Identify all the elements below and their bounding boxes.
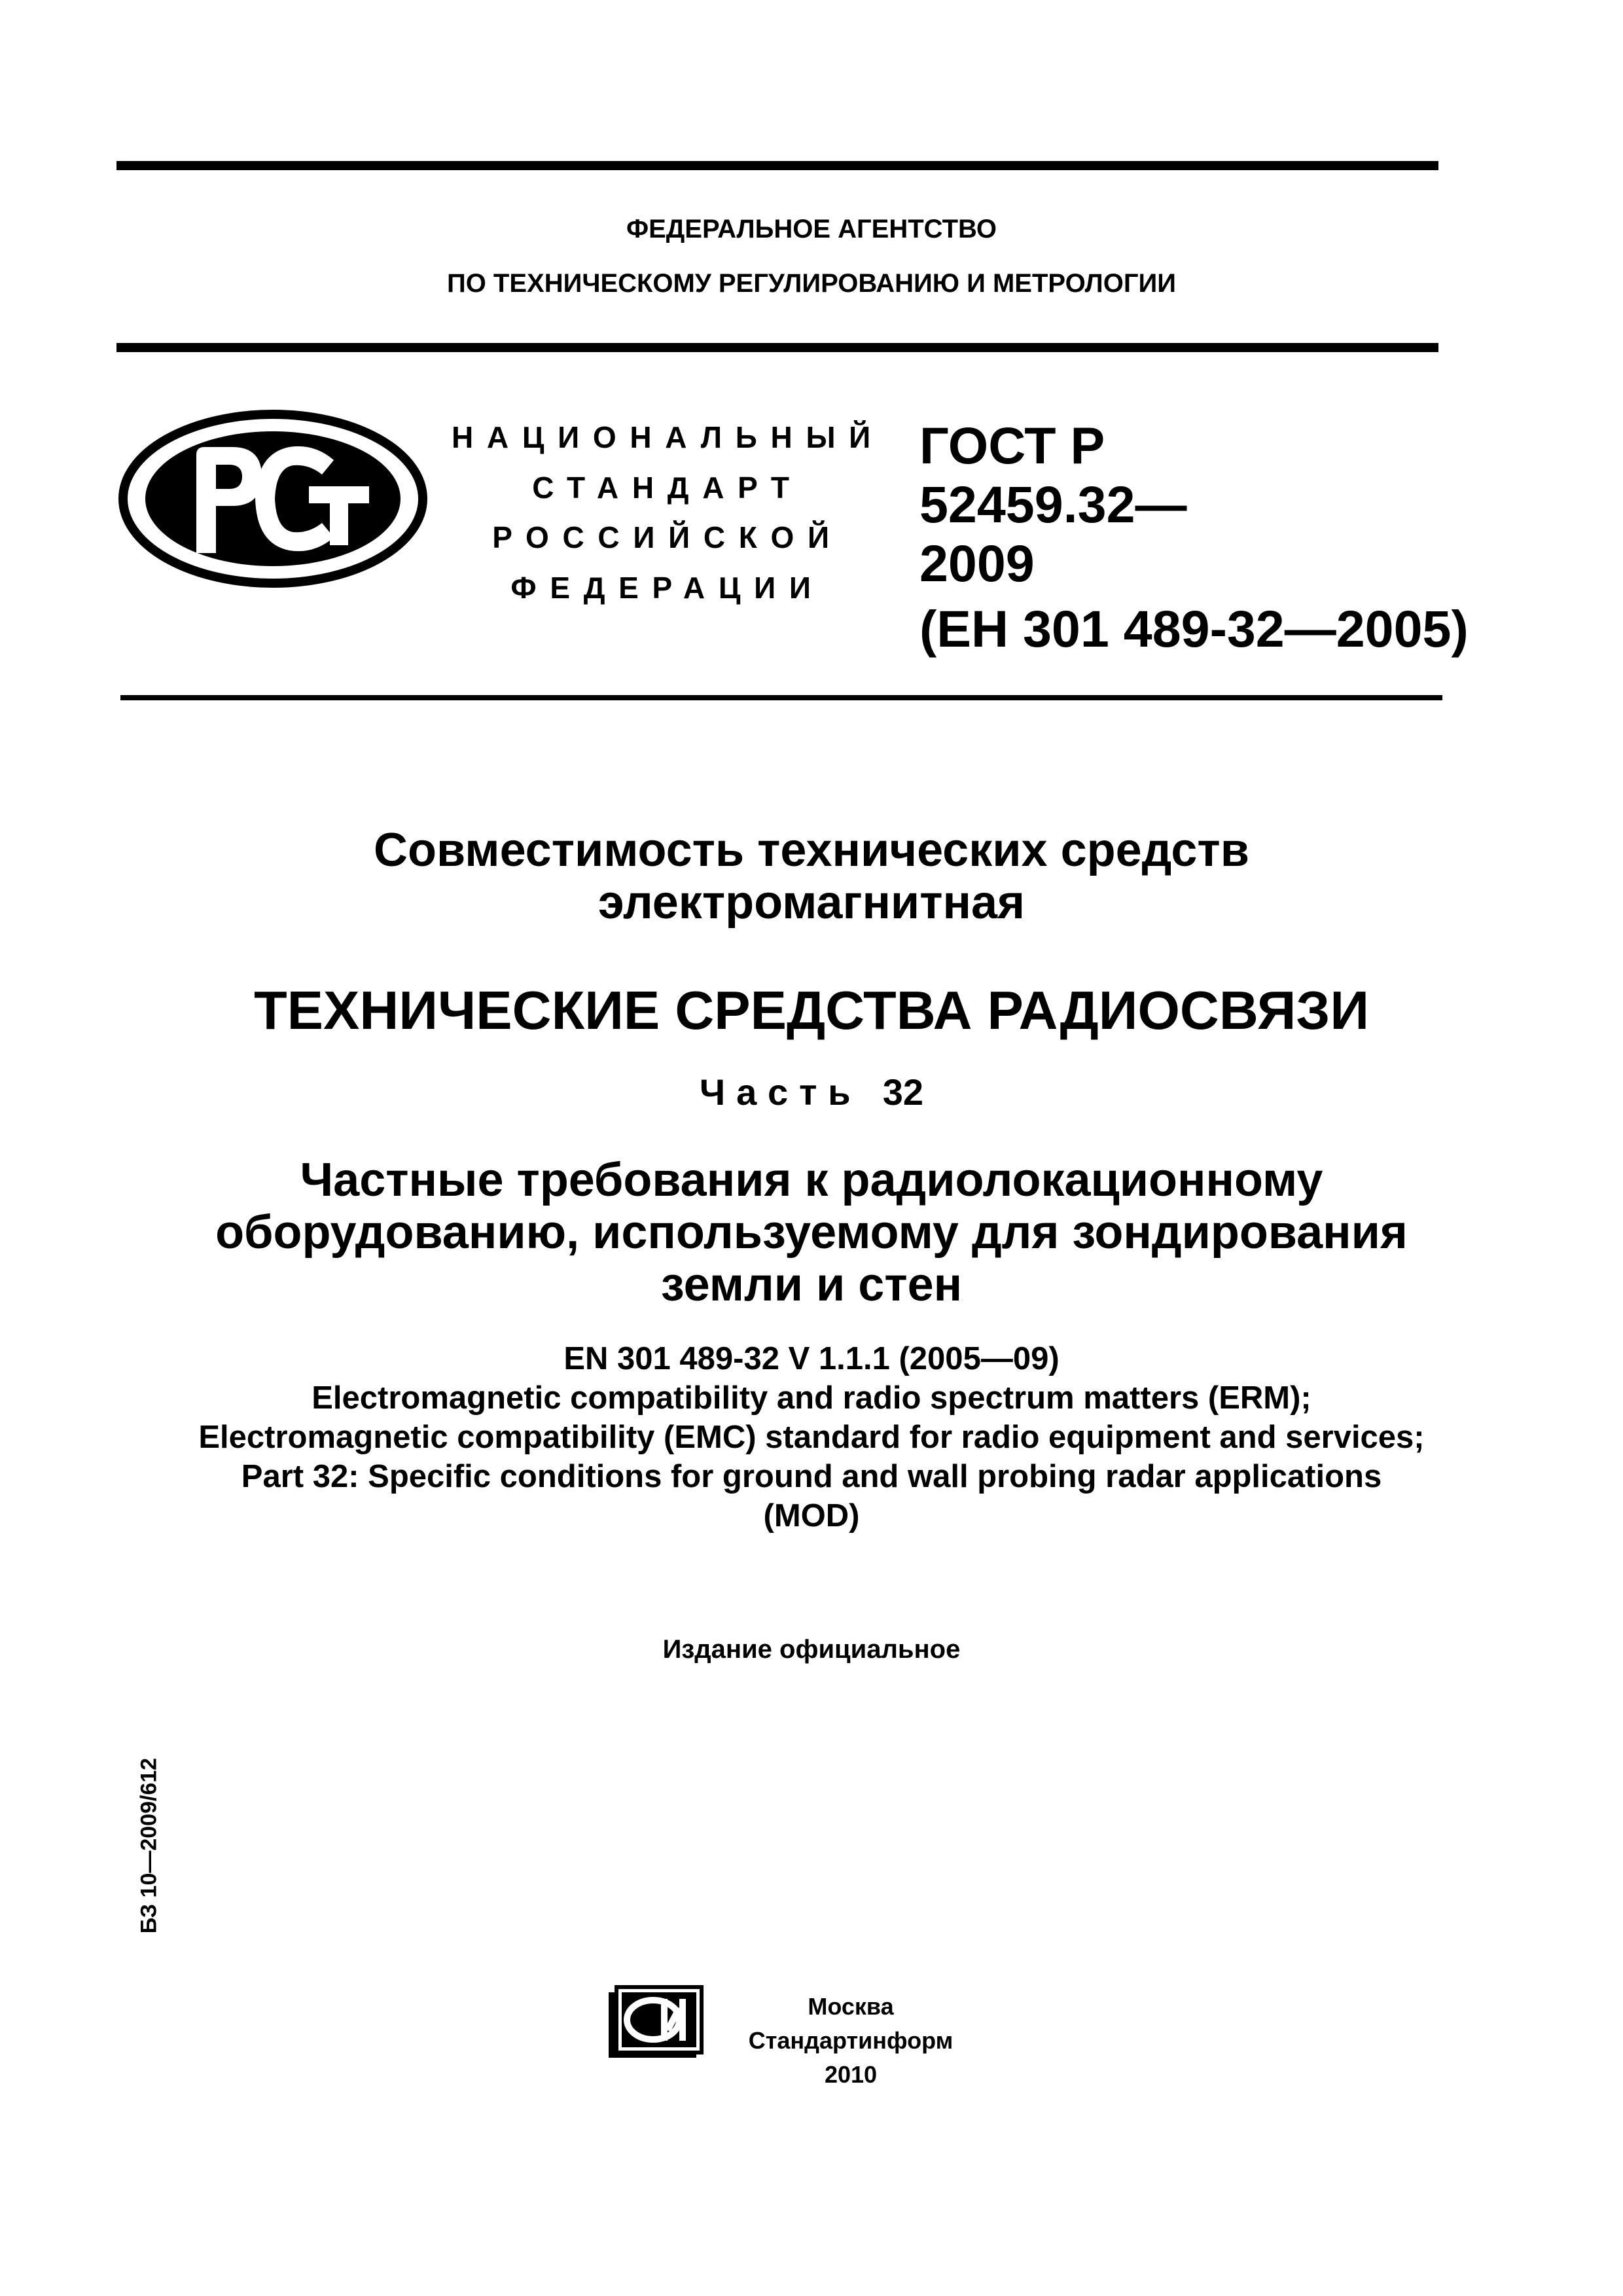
part-number: 32 <box>882 1071 924 1113</box>
national-standard-line-1: НАЦИОНАЛЬНЫЙ <box>452 420 884 454</box>
designation-line-3: 2009 <box>919 534 1035 592</box>
national-standard-line-4: ФЕДЕРАЦИИ <box>510 571 825 605</box>
national-standard-line-2: СТАНДАРТ <box>532 471 803 505</box>
part-heading <box>0 1071 1623 1113</box>
designation-line-4: (ЕН 301 489-32—2005) <box>919 600 1469 658</box>
publisher-city: Москва <box>808 1993 894 2020</box>
en-title-line-3: Part 32: Specific conditions for ground and wall probing radar applications <box>241 1459 1382 1494</box>
en-title-line-2: Electromagnetic compatibility (EMC) standard for radio equipment and services; <box>198 1420 1425 1455</box>
gost-r-mark-icon <box>118 409 428 589</box>
publisher-year: 2010 <box>824 2061 878 2088</box>
top-rule <box>116 161 1438 170</box>
header-rule <box>116 343 1438 352</box>
main-title: ТЕХНИЧЕСКИЕ СРЕДСТВА РАДИОСВЯЗИ <box>253 980 1370 1041</box>
part-label: Часть <box>699 1071 862 1113</box>
title-line-1: Совместимость технических средств <box>374 824 1249 876</box>
publisher-block <box>733 1990 969 2092</box>
en-title-line-4: (MOD) <box>763 1498 860 1534</box>
en-title-line-1: Electromagnetic compatibility and radio spectrum matters (ERM); <box>312 1380 1311 1416</box>
subtitle-line-3: земли и стен <box>660 1259 963 1311</box>
en-reference: EN 301 489-32 V 1.1.1 (2005—09) <box>563 1341 1060 1376</box>
national-standard-line-3: РОССИЙСКОЙ <box>492 520 843 554</box>
subtitle-line-1: Частные требования к радиолокационному <box>300 1154 1323 1206</box>
title-line-2: электромагнитная <box>597 876 1025 929</box>
designation-rule <box>120 695 1442 700</box>
agency-line-1: ФЕДЕРАЛЬНОЕ АГЕНТСТВО <box>626 215 997 243</box>
subtitle-line-2: оборудованию, используемому для зондирования <box>215 1206 1408 1259</box>
standartinform-logo-icon <box>606 1984 704 2060</box>
publisher-name: Стандартинформ <box>748 2027 954 2054</box>
edition-label: Издание официальное <box>662 1635 961 1664</box>
designation-line-2: 52459.32— <box>919 475 1187 533</box>
agency-line-2: ПО ТЕХНИЧЕСКОМУ РЕГУЛИРОВАНИЮ И МЕТРОЛОГИИ <box>446 269 1177 298</box>
designation-line-1: ГОСТ Р <box>919 416 1105 475</box>
side-registration-note: БЗ 10—2009/612 <box>136 1757 162 1934</box>
